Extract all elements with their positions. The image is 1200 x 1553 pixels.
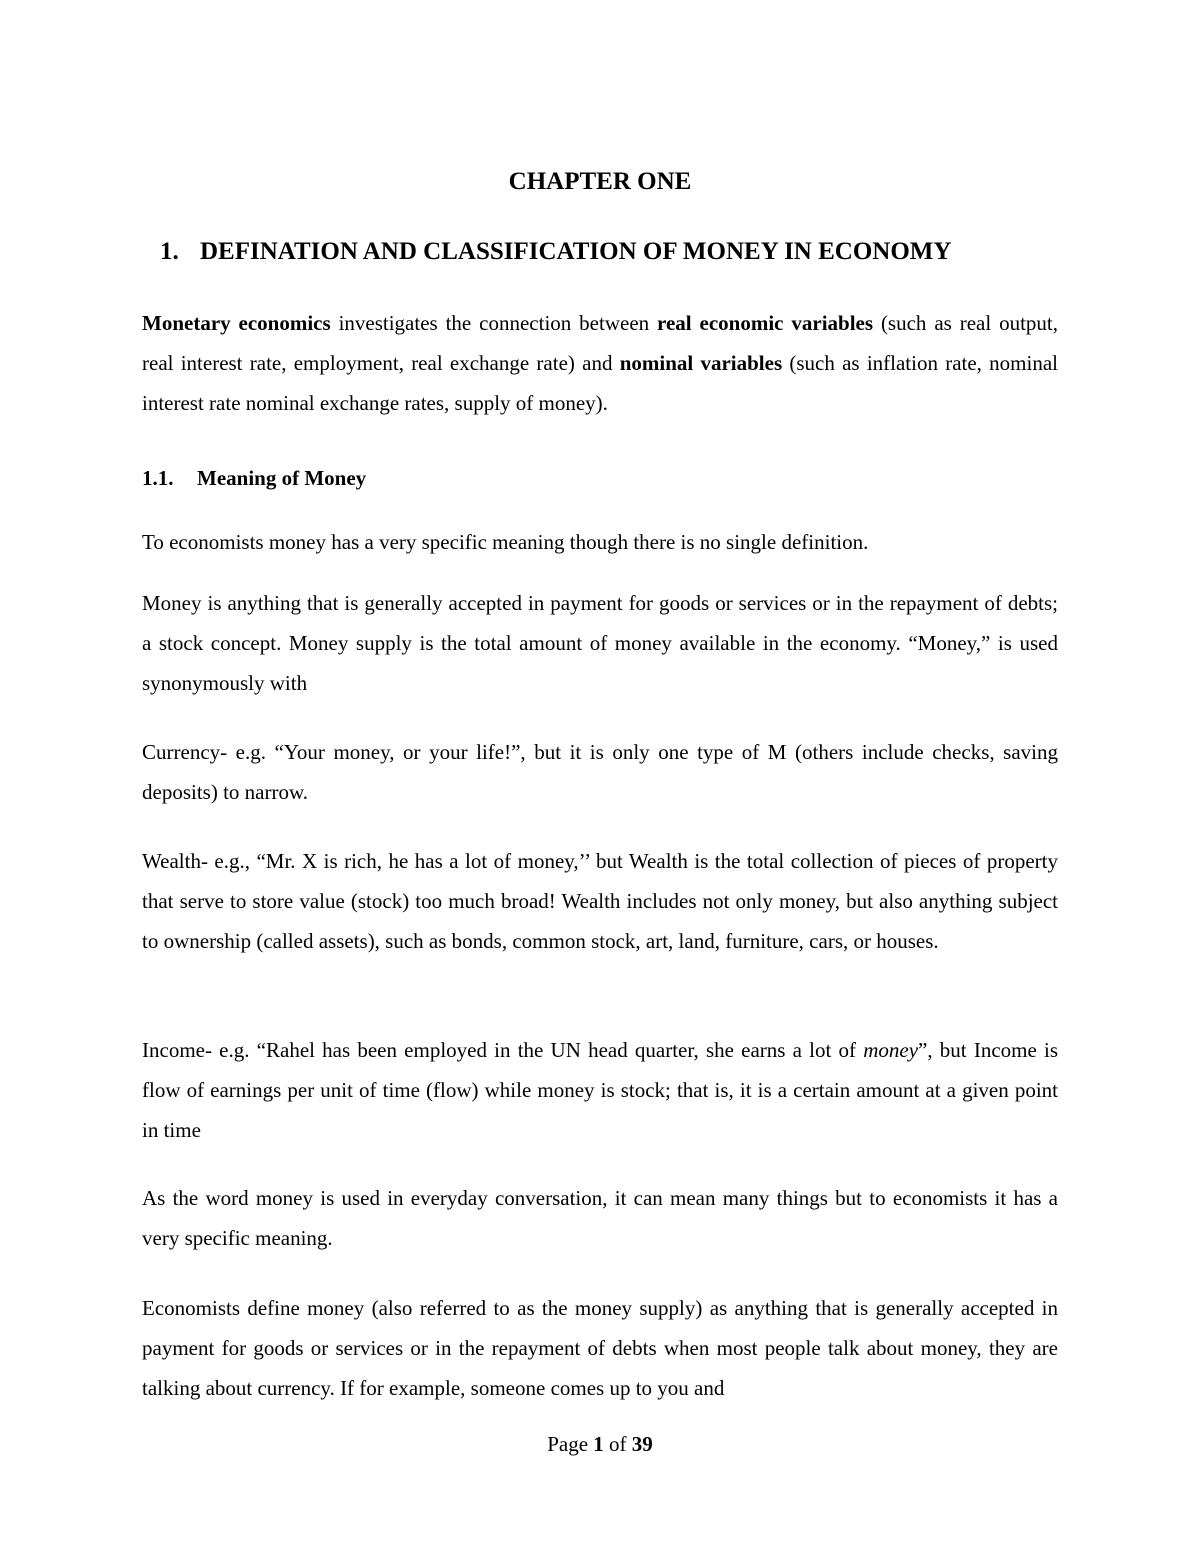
paragraph-5-text-b: ”, but Income is flow of earnings per unit of time (flow) while money is stock; that is, it is a certain amount at a given point in time (142, 1038, 1058, 1142)
paragraph-5-emphasis: money (863, 1038, 919, 1062)
chapter-title: CHAPTER ONE (508, 168, 692, 195)
main-heading-number: 1. (160, 238, 179, 265)
section-heading-1-1 (142, 458, 366, 498)
footer-total-pages: 39 (631, 1432, 653, 1456)
footer-middle: of (603, 1432, 632, 1456)
paragraph-5 (142, 1030, 1058, 1150)
intro-text-2: (such as real output, real interest rate, employment, real exchange rate) and (142, 311, 1058, 375)
intro-text-1: investigates the connection between (330, 311, 658, 335)
main-heading-text: DEFINATION AND CLASSIFICATION OF MONEY IN ECONOMY (200, 238, 952, 265)
intro-paragraph (142, 303, 1058, 423)
paragraph-7: Economists define money (also referred to as the money supply) as anything that is generally accepted in payment for goods or services or in the repayment of debts when most people talk about money, they are talking about currency. If for example, someone comes up to you and (142, 1296, 1058, 1400)
paragraph-3: Currency- e.g. “Your money, or your life!”, but it is only one type of M (others include checks, saving deposits) to narrow. (142, 740, 1058, 804)
paragraph-2: Money is anything that is generally accepted in payment for goods or services or in the repayment of debts; a stock concept. Money supply is the total amount of money available in the economy. “Money,” is used synonymously with (142, 591, 1058, 695)
intro-text-3: (such as inflation rate, nominal interest rate nominal exchange rates, supply of money). (142, 351, 1058, 415)
paragraph-6: As the word money is used in everyday conversation, it can mean many things but to economists it has a very specific meaning. (142, 1186, 1058, 1250)
paragraph-5-text-a: Income- e.g. “Rahel has been employed in the UN head quarter, she earns a lot of (142, 1038, 864, 1062)
main-heading (160, 235, 1058, 269)
page-footer (0, 1427, 1200, 1461)
paragraph-4: Wealth- e.g., “Mr. X is rich, he has a lot of money,’’ but Wealth is the total collection of pieces of property that serve to store value (stock) too much broad! Wealth includes not only money, but also anything subject to ownership (called assets), such as bonds, common stock, art, land, furniture, cars, or houses. (142, 849, 1058, 953)
footer-prefix: Page (547, 1432, 594, 1456)
term-nominal-variables: nominal variables (619, 351, 783, 375)
paragraph-1: To economists money has a very specific meaning though there is no single definition. (142, 530, 869, 554)
term-monetary-economics: Monetary economics (142, 311, 331, 335)
section-title: Meaning of Money (197, 466, 367, 490)
footer-current-page: 1 (593, 1432, 604, 1456)
section-number: 1.1. (142, 466, 174, 490)
term-real-economic-variables: real economic variables (657, 311, 874, 335)
